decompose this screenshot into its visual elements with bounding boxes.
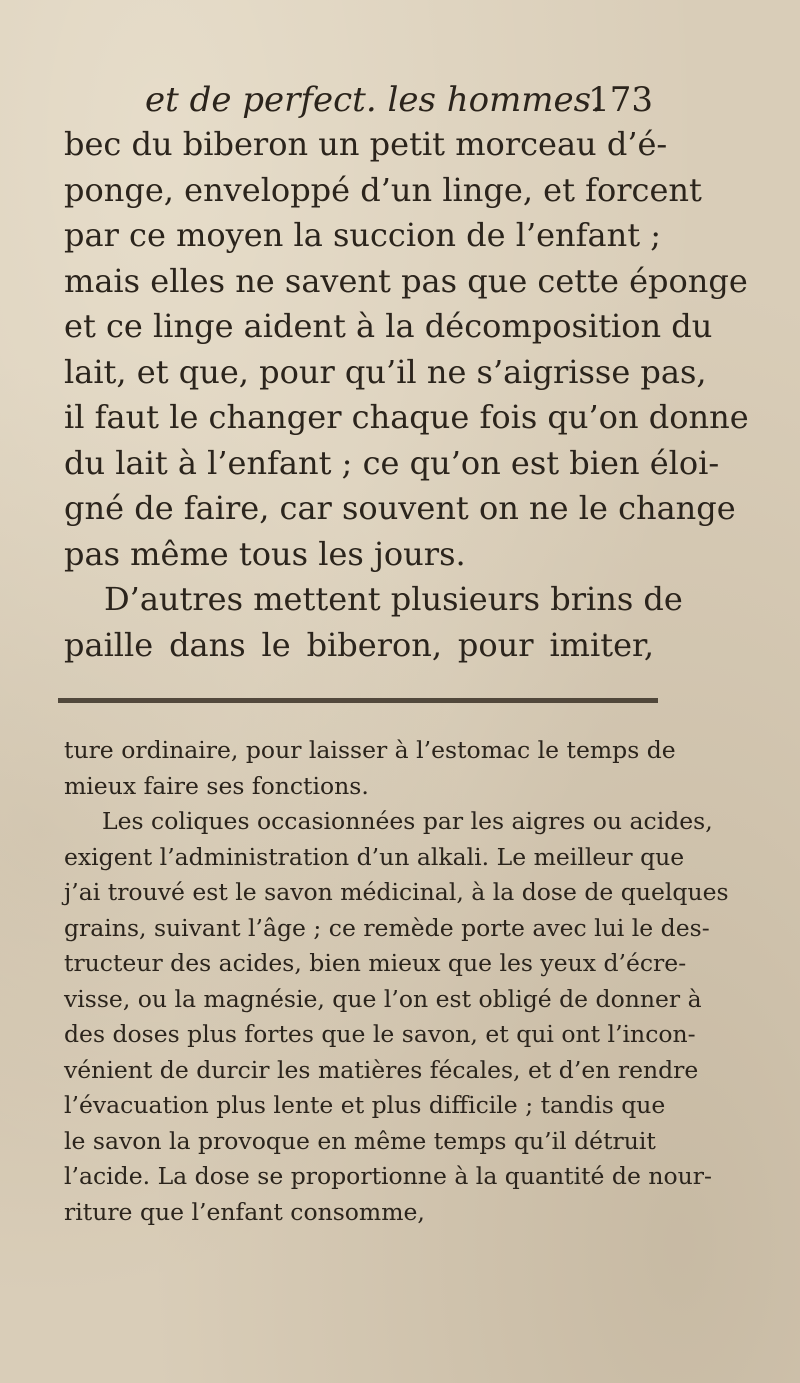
text-line: ponge, enveloppé d’un linge, et forcent <box>64 170 702 209</box>
text-line: pas même tous les jours. <box>64 534 466 573</box>
main-text <box>64 122 749 668</box>
footnote-text <box>64 733 729 1230</box>
note-line: visse, ou la magnésie, que l’on est obligé de donner à <box>64 984 702 1013</box>
text-line: lait, et que, pour qu’il ne s’aigrisse pas, <box>64 352 707 391</box>
text-line: du lait à l’enfant ; ce qu’on est bien éloi- <box>64 443 720 482</box>
note-line: Les coliques occasionnées par les aigres ou acides, <box>102 807 713 835</box>
note-line: l’évacuation plus lente et plus difficile ; tandis que <box>64 1091 666 1119</box>
note-line: mieux faire ses fonctions. <box>64 771 369 800</box>
note-line: j’ai trouvé est le savon médicinal, à la dose de quelques <box>64 878 729 906</box>
note-line: le savon la provoque en même temps qu’il détruit <box>64 1126 656 1155</box>
text-line: bec du biberon un petit morceau d’é- <box>64 125 668 163</box>
text-line: gné de faire, car souvent on ne le change <box>64 489 736 527</box>
text-line: il faut le changer chaque fois qu’on donne <box>64 398 749 436</box>
note-line: ture ordinaire, pour laisser à l’estomac le temps de <box>64 736 676 764</box>
text-line: mais elles ne savent pas que cette éponge <box>64 261 748 300</box>
text-line: D’autres mettent plusieurs brins de <box>104 580 683 618</box>
text-line: et ce linge aident à la décomposition du <box>64 307 713 345</box>
text-line: par ce moyen la succion de l’enfant ; <box>64 216 661 254</box>
note-line: grains, suivant l’âge ; ce remède porte avec lui le des- <box>64 913 710 942</box>
note-line: exigent l’administration d’un alkali. Le meilleur que <box>64 842 685 871</box>
note-line: riture que l’enfant consomme, <box>64 1197 425 1226</box>
note-line: tructeur des acides, bien mieux que les yeux d’écre- <box>64 949 687 977</box>
note-line: vénient de durcir les matières fécales, et d’en rendre <box>64 1055 699 1084</box>
note-line: l’acide. La dose se proportionne à la quantité de nour- <box>64 1162 712 1190</box>
page-number: 173 <box>588 80 653 120</box>
note-line: des doses plus fortes que le savon, et qui ont l’incon- <box>64 1020 696 1048</box>
running-head-title: et de perfect. les hommes. <box>145 80 602 120</box>
footnote-divider <box>58 698 658 703</box>
text-line: paille dans le biberon, pour imiter, <box>64 625 654 664</box>
